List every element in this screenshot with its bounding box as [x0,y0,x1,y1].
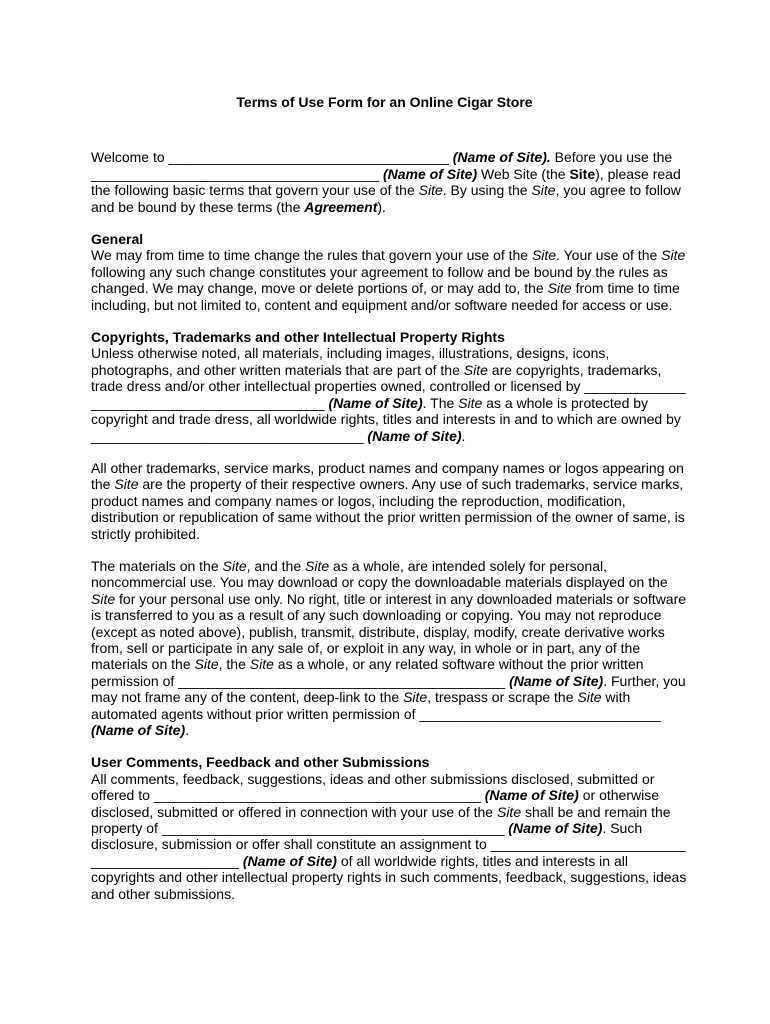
site-name-placeholder: (Name of Site) [379,165,478,182]
text: We may from time to time change the rules that govern your use of the [91,247,532,264]
text: of all worldwide rights, titles and interests in all copyrights and other intellectual property rights in such comments, feedback, suggestions, ideas and other submissions. [91,852,687,902]
text: . [461,427,466,444]
general-section [91,231,690,313]
document-title: Terms of Use Form for an Online Cigar Store [236,94,533,110]
text: for your personal use only. No right, title or interest in any downloaded materials or software is transferred to you as a result of any such downloading or copying. You may not reproduce (except as noted above), publish, transmit, distribute, display, modify, create derivative works from, sell or participate in any sale of, or exploit in any way, in whole or in part, any of the materials on the [91,590,687,673]
site-name-blank: _____________ ______________________________ [91,378,686,411]
site-name-blank: _________________________ ___________________ [91,836,686,869]
section-heading-general: General [91,231,144,248]
site-name-placeholder: (Name of Site) [480,787,579,804]
site-name-placeholder: (Name of Site) [91,722,186,738]
text: are copyrights, trademarks, trade dress and/or other intellectual properties owned, controlled or licensed by [91,361,662,395]
section-heading-submissions: User Comments, Feedback and other Submissions [91,754,430,771]
site-term: Site [222,557,247,574]
text: Welcome to [91,149,169,166]
site-term: Site [661,247,686,264]
site-name-blank: __________________________________________ [153,787,481,804]
text: . The [422,394,459,411]
text: . [185,722,190,738]
text: Before you use the [550,149,673,166]
trademarks-paragraph [91,460,690,542]
materials-paragraph [91,558,690,738]
text: The materials on the [91,557,223,574]
text: . Your use of the [556,247,662,264]
site-term: Site [463,361,488,378]
site-term: Site [531,182,556,199]
text: as a whole is protected by copyright and trade dress, all worldwide rights, titles and interests in and to which are owned by [91,394,681,428]
site-term: Site [458,394,483,411]
text: Unless otherwise noted, all materials, including images, illustrations, designs, icons, photographs, and other written materials that are part of the [91,345,610,378]
text: are the property of their respective owners. Any use of such trademarks, service marks, product names and company names or logos, including the reproduction, modification, distribution or republication of same without the prior written permission of the owner of same, is strictly prohibited. [91,476,685,542]
text: from time to time including, but not limited to, content and equipment and/or software needed for access or use. [91,280,680,313]
text: shall be and remain the property of [91,803,671,837]
section-heading-copyrights: Copyrights, Trademarks and other Intellectual Property Rights [91,329,505,346]
site-name-blank: _______________________________ [419,705,661,722]
site-term: Site [496,803,522,820]
site-term: Site [249,656,274,673]
text: , you agree to follow and be bound by these terms (the [91,182,681,215]
site-term: Site [569,165,596,182]
text: ). [377,198,386,215]
text: , trespass or scrape the [427,689,578,706]
site-name-placeholder: (Name of Site) [324,394,423,411]
text: as a whole, or any related software without the prior written permission of [91,656,644,689]
text: . Such disclosure, submission or offer shall constitute an assignment to [91,820,643,853]
text: ), please read the following basic terms that govern your use of the [91,165,681,199]
site-name-blank: ____________________________________________ [161,820,505,837]
text: . By using the [442,182,532,199]
site-name-placeholder: (Name of Site) [238,852,337,869]
text: with automated agents without prior written permission of [91,689,631,722]
site-term: Site [194,656,219,673]
copyrights-section [91,329,690,444]
text: . Further, you may not frame any of the content, deep-link to the [91,672,686,706]
site-name-blank: __________________________________________ [178,672,506,689]
site-term: Site [418,182,443,199]
intro-paragraph [91,149,690,215]
text: , and the [246,557,306,574]
site-name-blank: ___________________________________ [91,427,364,444]
text: All comments, feedback, suggestions, ideas and other submissions disclosed, submitted or offered to [91,770,655,804]
text: following any such change constitutes your agreement to follow and be bound by the rules as changed. We may change, move or delete portions of, or may add to, the [91,263,668,297]
site-term: Site [305,557,330,574]
text: as a whole, are intended solely for personal, noncommercial use. You may download or copy the downloadable materials displayed on the [91,557,668,591]
site-term: Site [547,280,572,297]
site-term: Site [403,689,428,706]
submissions-section [91,754,690,902]
text: Web Site (the [477,165,570,182]
site-name-placeholder: (Name of Site) [504,820,603,837]
site-name-blank: ____________________________________ [168,149,449,166]
text: , the [218,656,250,673]
site-name-placeholder: (Name of Site) [505,672,604,689]
site-name-placeholder: (Name of Site) [363,427,462,444]
site-term: Site [114,476,139,493]
text: or otherwise disclosed, submitted or offered in connection with your use of the [91,787,659,820]
site-term: Site [91,590,116,607]
agreement-term: Agreement [304,198,378,215]
site-term: Site [531,247,557,264]
site-name-blank: _____________________________________ [91,165,380,182]
site-term: Site [577,689,602,706]
site-name-placeholder: (Name of Site). [448,149,551,166]
text: All other trademarks, service marks, product names and company names or logos appearing on the [91,459,684,493]
